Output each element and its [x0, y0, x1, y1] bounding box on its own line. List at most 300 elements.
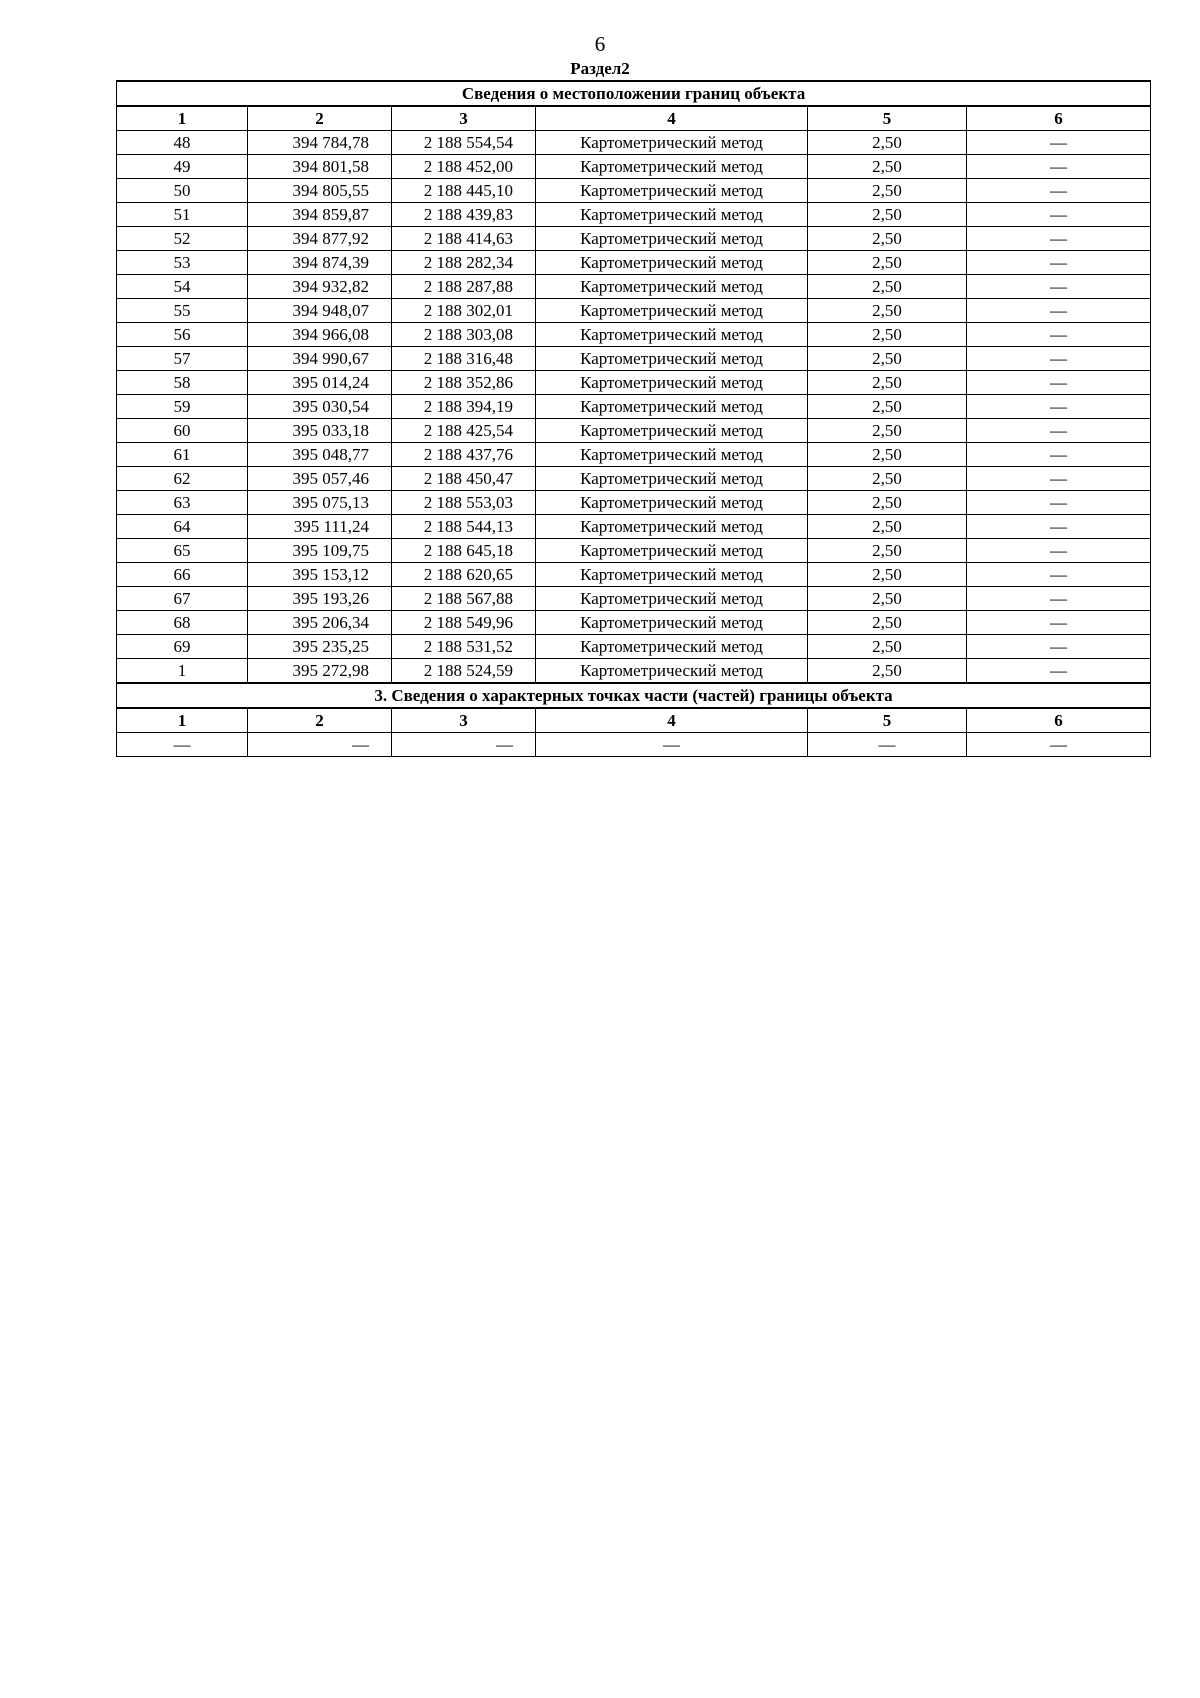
cell-text: 2 188 303,08 [423, 324, 513, 344]
table2-header-cell: 3 [392, 708, 536, 733]
table1-cell-col2 [248, 371, 392, 395]
cell-text: Картометрический метод [580, 612, 763, 632]
cell-text: 2 188 544,13 [423, 516, 513, 536]
table1-row [117, 347, 1151, 371]
table1-cell-col4 [536, 371, 808, 395]
table1-row [117, 563, 1151, 587]
table1-row [117, 371, 1151, 395]
cell-text: 395 235,25 [292, 636, 369, 656]
cell-text: 2 188 524,59 [423, 660, 513, 680]
table1-row [117, 323, 1151, 347]
table1-cell-col3 [392, 539, 536, 563]
table2-header-cell: 4 [536, 708, 808, 733]
cell-text: 2 188 394,19 [423, 396, 513, 416]
table1-cell-col1 [117, 443, 248, 467]
cell-text: 2,50 [872, 324, 902, 344]
table1-cell-col4 [536, 395, 808, 419]
table2-header-row [117, 708, 1151, 733]
cell-text: 2 188 437,76 [423, 444, 513, 464]
table1-cell-col1 [117, 371, 248, 395]
cell-text: Картометрический метод [580, 396, 763, 416]
cell-text: Картометрический метод [580, 228, 763, 248]
cell-text: — [1050, 276, 1067, 296]
table1-cell-col6 [967, 491, 1151, 515]
table1-cell-col2 [248, 611, 392, 635]
table2-header-cell: 2 [248, 708, 392, 733]
table1-cell-col5 [808, 179, 967, 203]
cell-text: 395 193,26 [292, 588, 369, 608]
table1-cell-col4 [536, 275, 808, 299]
cell-text: 2,50 [872, 276, 902, 296]
table1-cell-col5 [808, 467, 967, 491]
table1-cell-col5 [808, 659, 967, 684]
table1-cell-col5 [808, 539, 967, 563]
table1-row [117, 251, 1151, 275]
table2-cell-col2 [248, 733, 392, 757]
table1-row [117, 419, 1151, 443]
table1-cell-col1 [117, 203, 248, 227]
cell-text: 67 [173, 588, 191, 608]
table1-cell-col6 [967, 227, 1151, 251]
cell-text: 2,50 [872, 252, 902, 272]
cell-text: 2,50 [872, 132, 902, 152]
table1-cell-col6 [967, 611, 1151, 635]
cell-text: 52 [173, 228, 191, 248]
cell-text: 2 188 302,01 [423, 300, 513, 320]
table1-row [117, 491, 1151, 515]
cell-text: 2,50 [872, 540, 902, 560]
table2-caption-row [117, 683, 1151, 708]
table1-row [117, 515, 1151, 539]
cell-text: 2 188 316,48 [423, 348, 513, 368]
table1-cell-col4 [536, 251, 808, 275]
cell-text: 395 206,34 [292, 612, 369, 632]
table1-cell-col6 [967, 395, 1151, 419]
table1-cell-col6 [967, 539, 1151, 563]
cell-text: 65 [173, 540, 191, 560]
cell-text: — [1050, 372, 1067, 392]
table2-header-cell: 5 [808, 708, 967, 733]
cell-text: 68 [173, 612, 191, 632]
table1-cell-col5 [808, 131, 967, 155]
cell-text: — [1050, 180, 1067, 200]
table1-cell-col5 [808, 443, 967, 467]
cell-text: 2 188 414,63 [423, 228, 513, 248]
cell-text: 2 188 567,88 [423, 588, 513, 608]
table1-cell-col1 [117, 323, 248, 347]
table1-cell-col1 [117, 515, 248, 539]
table1-header-cell: 4 [536, 106, 808, 131]
cell-text: 2 188 645,18 [423, 540, 513, 560]
table1-cell-col1 [117, 611, 248, 635]
table1-caption: Сведения о местоположении границ объекта [117, 81, 1151, 106]
table1-cell-col6 [967, 635, 1151, 659]
cell-text: — [1050, 564, 1067, 584]
table1-row [117, 611, 1151, 635]
table1-cell-col6 [967, 587, 1151, 611]
table1-cell-col3 [392, 515, 536, 539]
table1-cell-col5 [808, 347, 967, 371]
table1-cell-col6 [967, 203, 1151, 227]
table1-cell-col2 [248, 635, 392, 659]
cell-text: 57 [173, 348, 191, 368]
table1-cell-col2 [248, 539, 392, 563]
table1-cell-col5 [808, 587, 967, 611]
cell-text: 48 [173, 132, 191, 152]
table1-cell-col5 [808, 203, 967, 227]
cell-text: — [173, 734, 191, 754]
table1-cell-col6 [967, 515, 1151, 539]
table1-cell-col2 [248, 179, 392, 203]
cell-text: 395 014,24 [292, 372, 369, 392]
cell-text: 2 188 445,10 [423, 180, 513, 200]
table1-cell-col3 [392, 467, 536, 491]
cell-text: — [1050, 468, 1067, 488]
cell-text: 395 272,98 [292, 660, 369, 680]
table1-cell-col1 [117, 539, 248, 563]
cell-text: 394 859,87 [292, 204, 369, 224]
cell-text: Картометрический метод [580, 660, 763, 680]
table2-cell-col1 [117, 733, 248, 757]
cell-text: 394 801,58 [292, 156, 369, 176]
table1-cell-col5 [808, 155, 967, 179]
cell-text: Картометрический метод [580, 324, 763, 344]
cell-text: 2,50 [872, 492, 902, 512]
cell-text: 2,50 [872, 300, 902, 320]
table1-cell-col4 [536, 539, 808, 563]
table1-row [117, 635, 1151, 659]
table1-cell-col2 [248, 395, 392, 419]
table1-row [117, 275, 1151, 299]
table1-cell-col3 [392, 251, 536, 275]
table1-cell-col6 [967, 419, 1151, 443]
cell-text: 2 188 452,00 [423, 156, 513, 176]
table1-cell-col4 [536, 347, 808, 371]
table1-cell-col6 [967, 323, 1151, 347]
cell-text: 49 [173, 156, 191, 176]
table1-cell-col4 [536, 563, 808, 587]
cell-text: — [1050, 516, 1067, 536]
table1-cell-col3 [392, 131, 536, 155]
cell-text: 54 [173, 276, 191, 296]
table1-cell-col6 [967, 467, 1151, 491]
cell-text: 63 [173, 492, 191, 512]
cell-text: 51 [173, 204, 191, 224]
cell-text: 2 188 450,47 [423, 468, 513, 488]
cell-text: 2,50 [872, 588, 902, 608]
table1-cell-col1 [117, 275, 248, 299]
table1-header-cell: 3 [392, 106, 536, 131]
cell-text: 2 188 282,34 [423, 252, 513, 272]
cell-text: 62 [173, 468, 191, 488]
cell-text: 394 877,92 [292, 228, 369, 248]
cell-text: — [496, 734, 513, 754]
cell-text: 2,50 [872, 180, 902, 200]
table2-row [117, 733, 1151, 757]
cell-text: 2 188 554,54 [423, 132, 513, 152]
table1-cell-col4 [536, 419, 808, 443]
cell-text: 2 188 352,86 [423, 372, 513, 392]
table1-cell-col3 [392, 203, 536, 227]
cell-text: 2 188 425,54 [423, 420, 513, 440]
cell-text: 2,50 [872, 372, 902, 392]
table1-cell-col5 [808, 395, 967, 419]
cell-text: — [1050, 252, 1067, 272]
cell-text: 394 805,55 [292, 180, 369, 200]
table1-cell-col3 [392, 443, 536, 467]
table1-cell-col6 [967, 155, 1151, 179]
table1-cell-col1 [117, 347, 248, 371]
table1-cell-col4 [536, 299, 808, 323]
table1-header-cell: 1 [117, 106, 248, 131]
table2-cell-col4 [536, 733, 808, 757]
cell-text: — [1050, 204, 1067, 224]
table1-cell-col5 [808, 323, 967, 347]
cell-text: — [1050, 396, 1067, 416]
table1-caption-row [117, 81, 1151, 106]
cell-text: 2,50 [872, 468, 902, 488]
cell-text: Картометрический метод [580, 540, 763, 560]
boundary-table [116, 80, 1151, 757]
table1-cell-col2 [248, 251, 392, 275]
cell-text: 69 [173, 636, 191, 656]
table1-cell-col2 [248, 443, 392, 467]
cell-text: 2,50 [872, 516, 902, 536]
cell-text: 2,50 [872, 204, 902, 224]
table1-cell-col3 [392, 491, 536, 515]
table1-cell-col6 [967, 299, 1151, 323]
cell-text: Картометрический метод [580, 348, 763, 368]
cell-text: 50 [173, 180, 191, 200]
cell-text: Картометрический метод [580, 300, 763, 320]
table1-cell-col6 [967, 347, 1151, 371]
table1-cell-col1 [117, 419, 248, 443]
cell-text: 55 [173, 300, 191, 320]
cell-text: 395 153,12 [292, 564, 369, 584]
cell-text: 395 030,54 [292, 396, 369, 416]
table1-cell-col3 [392, 275, 536, 299]
table1-row [117, 179, 1151, 203]
cell-text: — [1050, 420, 1067, 440]
cell-text: Картометрический метод [580, 132, 763, 152]
cell-text: — [1050, 612, 1067, 632]
table1-cell-col2 [248, 659, 392, 684]
table1-cell-col1 [117, 395, 248, 419]
table1-cell-col5 [808, 299, 967, 323]
cell-text: 2,50 [872, 660, 902, 680]
cell-text: 395 109,75 [292, 540, 369, 560]
cell-text: 395 075,13 [292, 492, 369, 512]
table1-cell-col4 [536, 179, 808, 203]
table1-cell-col3 [392, 635, 536, 659]
cell-text: 394 948,07 [292, 300, 369, 320]
table1-cell-col1 [117, 635, 248, 659]
table1-cell-col5 [808, 491, 967, 515]
table1-cell-col3 [392, 179, 536, 203]
cell-text: 2,50 [872, 564, 902, 584]
table1-cell-col4 [536, 323, 808, 347]
table1-row [117, 203, 1151, 227]
table1-cell-col6 [967, 563, 1151, 587]
table2-header-cell: 1 [117, 708, 248, 733]
cell-text: 56 [173, 324, 191, 344]
cell-text: 395 111,24 [293, 516, 369, 536]
cell-text: 2,50 [872, 156, 902, 176]
cell-text: — [1050, 660, 1067, 680]
cell-text: 53 [173, 252, 191, 272]
table1-cell-col1 [117, 179, 248, 203]
table1-header-cell: 2 [248, 106, 392, 131]
table1-cell-col6 [967, 131, 1151, 155]
section-title: Раздел2 [570, 59, 630, 78]
cell-text: Картометрический метод [580, 372, 763, 392]
cell-text: Картометрический метод [580, 276, 763, 296]
cell-text: — [1050, 324, 1067, 344]
table1-cell-col1 [117, 587, 248, 611]
cell-text: Картометрический метод [580, 156, 763, 176]
table1-cell-col1 [117, 491, 248, 515]
table1-cell-col6 [967, 251, 1151, 275]
table1-cell-col2 [248, 299, 392, 323]
table1-cell-col3 [392, 299, 536, 323]
table1-cell-col4 [536, 659, 808, 684]
table1-cell-col1 [117, 155, 248, 179]
table2-cell-col3 [392, 733, 536, 757]
table1-cell-col5 [808, 227, 967, 251]
table1-cell-col4 [536, 515, 808, 539]
cell-text: 2,50 [872, 636, 902, 656]
table1-row [117, 443, 1151, 467]
table1-cell-col4 [536, 227, 808, 251]
table1-cell-col2 [248, 347, 392, 371]
table1-cell-col2 [248, 491, 392, 515]
table2-caption: 3. Сведения о характерных точках части (частей) границы объекта [117, 683, 1151, 708]
cell-text: — [878, 734, 896, 754]
cell-text: 2 188 287,88 [423, 276, 513, 296]
table1-row [117, 587, 1151, 611]
cell-text: 395 048,77 [292, 444, 369, 464]
cell-text: 394 932,82 [292, 276, 369, 296]
table1-cell-col1 [117, 131, 248, 155]
table1-cell-col3 [392, 227, 536, 251]
table1-row [117, 131, 1151, 155]
table1-cell-col4 [536, 491, 808, 515]
table1-cell-col4 [536, 155, 808, 179]
table1-row [117, 299, 1151, 323]
table1-cell-col2 [248, 587, 392, 611]
table1-cell-col3 [392, 611, 536, 635]
table1-cell-col4 [536, 203, 808, 227]
table1-row [117, 155, 1151, 179]
cell-text: 395 057,46 [292, 468, 369, 488]
cell-text: — [1050, 300, 1067, 320]
table2-header-cell: 6 [967, 708, 1151, 733]
table1-row [117, 395, 1151, 419]
table1-cell-col4 [536, 131, 808, 155]
cell-text: Картометрический метод [580, 468, 763, 488]
table1-cell-col6 [967, 659, 1151, 684]
cell-text: — [1050, 734, 1067, 754]
table1-cell-col2 [248, 323, 392, 347]
cell-text: Картометрический метод [580, 204, 763, 224]
table1-cell-col6 [967, 443, 1151, 467]
table1-cell-col2 [248, 227, 392, 251]
table1-cell-col4 [536, 587, 808, 611]
cell-text: 60 [173, 420, 191, 440]
table1-cell-col2 [248, 131, 392, 155]
cell-text: 2 188 531,52 [423, 636, 513, 656]
table1-row [117, 659, 1151, 684]
cell-text: 394 990,67 [292, 348, 369, 368]
cell-text: 2 188 549,96 [423, 612, 513, 632]
cell-text: Картометрический метод [580, 180, 763, 200]
cell-text: Картометрический метод [580, 588, 763, 608]
table1-cell-col6 [967, 179, 1151, 203]
cell-text: 64 [173, 516, 191, 536]
table1-cell-col4 [536, 443, 808, 467]
table1-cell-col1 [117, 299, 248, 323]
table1-cell-col5 [808, 611, 967, 635]
table1-cell-col1 [117, 227, 248, 251]
cell-text: 2,50 [872, 612, 902, 632]
table1-header-cell: 6 [967, 106, 1151, 131]
table1-cell-col3 [392, 347, 536, 371]
cell-text: 394 966,08 [292, 324, 369, 344]
page-number: 6 [594, 32, 606, 56]
cell-text: — [1050, 228, 1067, 248]
cell-text: 61 [173, 444, 191, 464]
table1-cell-col2 [248, 419, 392, 443]
table1-cell-col5 [808, 563, 967, 587]
cell-text: — [1050, 156, 1067, 176]
table1-cell-col4 [536, 467, 808, 491]
table1-row [117, 227, 1151, 251]
cell-text: Картометрический метод [580, 420, 763, 440]
cell-text: 2 188 620,65 [423, 564, 513, 584]
cell-text: — [1050, 588, 1067, 608]
cell-text: 394 874,39 [292, 252, 369, 272]
table1-cell-col2 [248, 275, 392, 299]
table1-cell-col3 [392, 659, 536, 684]
cell-text: 2,50 [872, 444, 902, 464]
cell-text: — [1050, 348, 1067, 368]
cell-text: — [663, 734, 680, 754]
table1-cell-col3 [392, 395, 536, 419]
table1-cell-col4 [536, 611, 808, 635]
cell-text: 395 033,18 [292, 420, 369, 440]
cell-text: — [1050, 132, 1067, 152]
table1-cell-col2 [248, 467, 392, 491]
table2-cell-col6 [967, 733, 1151, 757]
cell-text: 66 [173, 564, 191, 584]
table1-header-row [117, 106, 1151, 131]
table1-row [117, 539, 1151, 563]
cell-text: — [1050, 636, 1067, 656]
cell-text: 2,50 [872, 396, 902, 416]
cell-text: Картометрический метод [580, 564, 763, 584]
table2-cell-col5 [808, 733, 967, 757]
table1-cell-col3 [392, 419, 536, 443]
cell-text: Картометрический метод [580, 492, 763, 512]
cell-text: — [1050, 444, 1067, 464]
cell-text: 394 784,78 [292, 132, 369, 152]
table1-cell-col2 [248, 203, 392, 227]
table1-cell-col3 [392, 587, 536, 611]
cell-text: 2,50 [872, 348, 902, 368]
table1-cell-col6 [967, 371, 1151, 395]
table1-cell-col5 [808, 635, 967, 659]
cell-text: Картометрический метод [580, 636, 763, 656]
